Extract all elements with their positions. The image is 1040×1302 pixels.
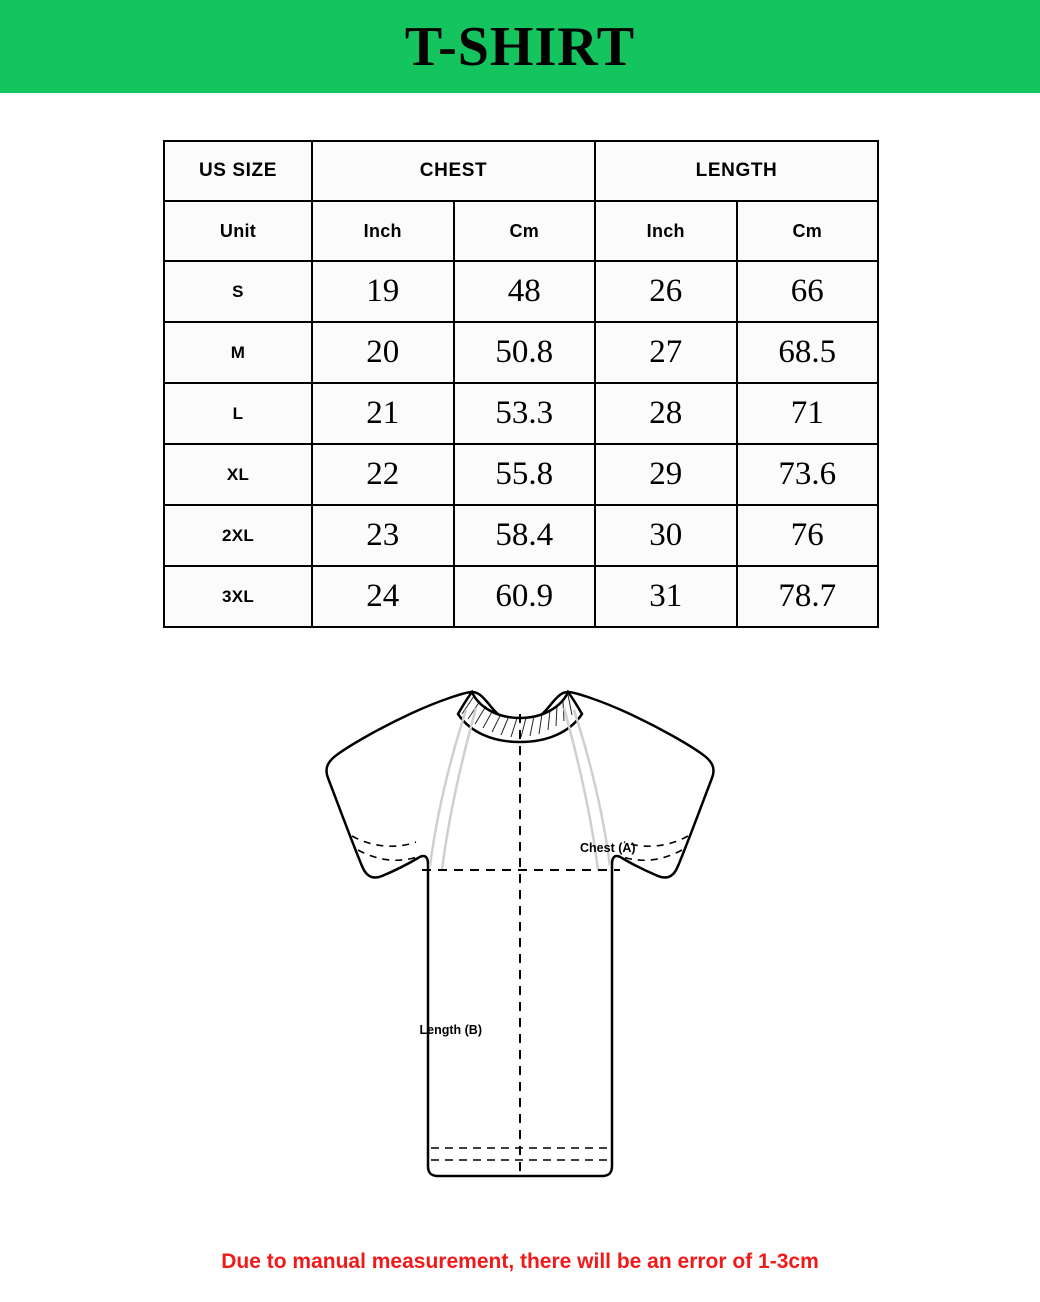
cell-size: M (164, 322, 312, 383)
table-header-group-row (164, 141, 878, 201)
cell-chest-inch: 19 (312, 261, 454, 322)
cell-chest-cm: 50.8 (454, 322, 596, 383)
length-measure-label: Length (B) (419, 1023, 482, 1037)
cell-length-cm: 73.6 (737, 444, 879, 505)
table-row (164, 383, 878, 444)
header-us-size: US SIZE (164, 141, 312, 201)
cell-size: L (164, 383, 312, 444)
cell-chest-inch: 23 (312, 505, 454, 566)
cell-length-inch: 29 (595, 444, 737, 505)
header-unit: Unit (164, 201, 312, 261)
cell-length-inch: 26 (595, 261, 737, 322)
header-chest: CHEST (312, 141, 595, 201)
cell-size: XL (164, 444, 312, 505)
header-length: LENGTH (595, 141, 878, 201)
header-chest-inch: Inch (312, 201, 454, 261)
cell-length-inch: 31 (595, 566, 737, 627)
table-row (164, 261, 878, 322)
cell-chest-inch: 22 (312, 444, 454, 505)
tshirt-diagram (0, 670, 1040, 1230)
size-chart-container (163, 140, 877, 628)
table-unit-row (164, 201, 878, 261)
cell-length-inch: 27 (595, 322, 737, 383)
cell-chest-cm: 48 (454, 261, 596, 322)
cell-chest-cm: 60.9 (454, 566, 596, 627)
header-chest-cm: Cm (454, 201, 596, 261)
cell-chest-inch: 21 (312, 383, 454, 444)
cell-length-inch: 28 (595, 383, 737, 444)
table-row (164, 322, 878, 383)
cell-chest-cm: 53.3 (454, 383, 596, 444)
tshirt-illustration (290, 670, 750, 1200)
table-row (164, 566, 878, 627)
cell-length-cm: 66 (737, 261, 879, 322)
size-chart-table (163, 140, 879, 628)
cell-chest-cm: 55.8 (454, 444, 596, 505)
page-banner (0, 0, 1040, 93)
measurement-disclaimer: Due to manual measurement, there will be an error of 1-3cm (221, 1250, 819, 1273)
table-row (164, 444, 878, 505)
page-title: T-SHIRT (404, 15, 636, 78)
cell-length-cm: 76 (737, 505, 879, 566)
cell-length-cm: 68.5 (737, 322, 879, 383)
cell-length-cm: 71 (737, 383, 879, 444)
cell-size: 3XL (164, 566, 312, 627)
cell-size: 2XL (164, 505, 312, 566)
cell-chest-inch: 24 (312, 566, 454, 627)
table-row (164, 505, 878, 566)
cell-chest-inch: 20 (312, 322, 454, 383)
cell-chest-cm: 58.4 (454, 505, 596, 566)
header-length-inch: Inch (595, 201, 737, 261)
chest-measure-label: Chest (A) (580, 841, 636, 855)
header-length-cm: Cm (737, 201, 879, 261)
cell-length-inch: 30 (595, 505, 737, 566)
cell-size: S (164, 261, 312, 322)
cell-length-cm: 78.7 (737, 566, 879, 627)
